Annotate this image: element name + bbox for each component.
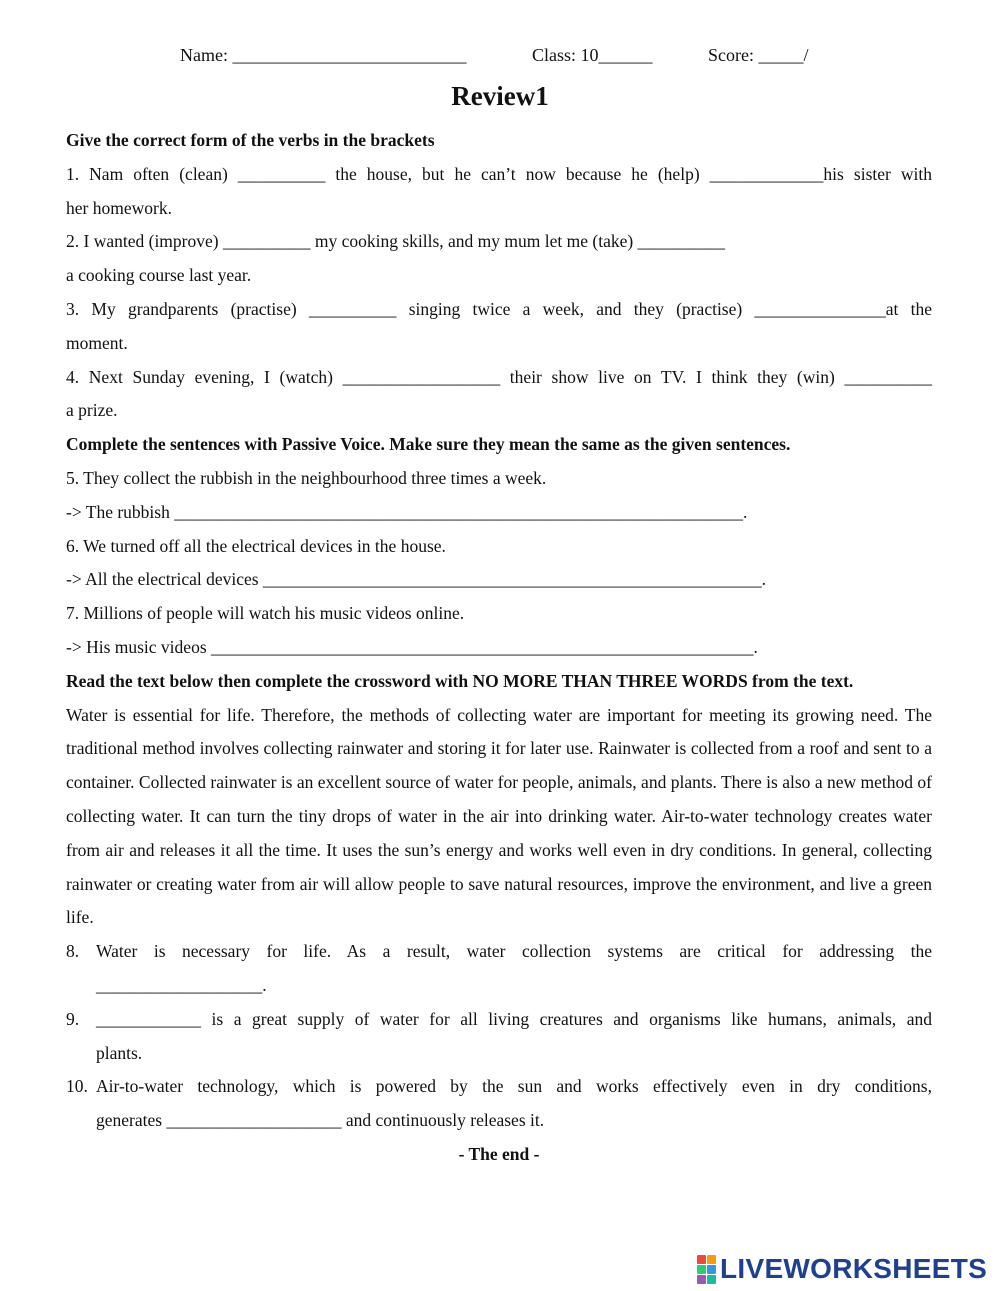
worksheet-content — [66, 124, 932, 1172]
question-8 — [66, 935, 932, 1003]
question-7 — [66, 597, 932, 665]
answer-blank[interactable]: ___________________. — [96, 974, 267, 995]
logo-blocks-icon — [697, 1255, 716, 1284]
question-line: her homework. — [66, 197, 172, 218]
score-field[interactable]: Score: _____/ — [708, 45, 809, 65]
question-3 — [66, 293, 932, 361]
question-line: a prize. — [66, 400, 118, 421]
question-line[interactable]: ____________ is a great supply of water for all living creatures and organisms like humans, animals, and — [96, 1008, 932, 1029]
question-number: 10. — [66, 1076, 88, 1097]
liveworksheets-logo — [697, 1254, 987, 1284]
name-field[interactable]: Name: __________________________ — [180, 45, 467, 65]
question-2 — [66, 225, 932, 293]
answer-line[interactable]: -> His music videos ______________________________________________________________. — [66, 636, 758, 657]
question-4 — [66, 361, 932, 429]
question-prompt: 6. We turned off all the electrical devices in the house. — [66, 535, 446, 556]
logo-text: LIVEWORKSHEETS — [720, 1253, 988, 1284]
question-line: Water is necessary for life. As a result, water collection systems are critical for addressing the — [96, 941, 932, 962]
question-line: a cooking course last year. — [66, 265, 252, 286]
question-line[interactable]: 4. Next Sunday evening, I (watch) __________________ their show live on TV. I think they (win) __________ — [66, 366, 932, 387]
question-prompt: 5. They collect the rubbish in the neighbourhood three times a week. — [66, 467, 547, 488]
section3-heading: Read the text below then complete the crossword with NO MORE THAN THREE WORDS from the text. — [66, 670, 854, 691]
class-field[interactable]: Class: 10______ — [532, 45, 653, 65]
page-title: Review1 — [451, 81, 549, 111]
question-line[interactable]: generates ____________________ and continuously releases it. — [96, 1110, 545, 1131]
the-end-label: - The end - — [458, 1143, 540, 1164]
question-1 — [66, 158, 932, 226]
section2-heading: Complete the sentences with Passive Voice. Make sure they mean the same as the given sentences. — [66, 434, 791, 455]
question-6 — [66, 530, 932, 598]
section1-heading: Give the correct form of the verbs in the brackets — [66, 130, 435, 150]
question-line: moment. — [66, 332, 128, 353]
question-prompt: 7. Millions of people will watch his music videos online. — [66, 603, 465, 624]
question-line[interactable]: 2. I wanted (improve) __________ my cooking skills, and my mum let me (take) __________ — [66, 231, 726, 252]
question-line[interactable]: 1. Nam often (clean) __________ the house, but he can’t now because he (help) _____________his sister with — [66, 163, 932, 184]
answer-line[interactable]: -> The rubbish _________________________________________________________________. — [66, 501, 748, 522]
question-line: plants. — [96, 1042, 143, 1063]
question-line[interactable]: 3. My grandparents (practise) __________ singing twice a week, and they (practise) _______________at the — [66, 298, 932, 319]
question-9 — [66, 1003, 932, 1071]
question-5 — [66, 462, 932, 530]
question-number: 8. — [66, 941, 80, 962]
answer-line[interactable]: -> All the electrical devices _________________________________________________________. — [66, 569, 767, 590]
question-line: Air-to-water technology, which is powered by the sun and works effectively even in dry conditions, — [96, 1076, 932, 1097]
question-10 — [66, 1070, 932, 1138]
question-number: 9. — [66, 1008, 80, 1029]
reading-passage: Water is essential for life. Therefore, the methods of collecting water are important for meeting its growing need. The traditional method involves collecting rainwater and storing it for later use. Rainwater is collected from a roof and sent to a container. Collected rainwater is an excellent source of water for people, animals, and plants. There is also a new method of collecting water. It can turn the tiny drops of water in the air into drinking water. Air-to-water technology creates water from air and releases it all the time. It uses the sun’s energy and works well even in dry conditions. In general, collecting rainwater or creating water from air will allow people to save natural resources, improve the environment, and live a green life. — [66, 704, 932, 928]
